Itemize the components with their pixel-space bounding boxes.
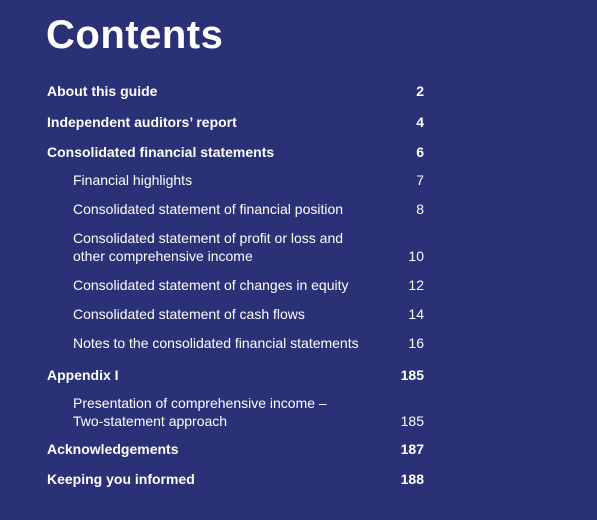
toc-entry-label: Appendix I — [47, 367, 119, 383]
toc-entry-page: 185 — [400, 367, 424, 383]
toc-entry-page: 185 — [400, 413, 424, 429]
toc-entry-consolidated-financial-statements[interactable] — [47, 143, 424, 161]
toc-entry-label: Consolidated statement of cash flows — [73, 306, 305, 322]
toc-entry-page: 187 — [400, 441, 424, 457]
toc-entry-label: Presentation of comprehensive income – Two-statement approach — [73, 395, 327, 429]
toc-entry-page: 188 — [400, 471, 424, 487]
toc-entry-financial-highlights[interactable] — [73, 171, 424, 189]
toc-entry-label: About this guide — [47, 83, 158, 99]
toc-entry-statement-of-profit-or-loss[interactable] — [73, 229, 424, 265]
toc-entry-about-this-guide[interactable] — [47, 82, 424, 100]
toc-entry-independent-auditors-report[interactable] — [47, 113, 424, 131]
toc-entry-statement-of-financial-position[interactable] — [73, 200, 424, 218]
toc-entry-appendix-i[interactable] — [47, 366, 424, 384]
toc-entry-statement-of-cash-flows[interactable] — [73, 305, 424, 323]
toc-entry-page: 2 — [416, 83, 424, 99]
toc-entry-page: 7 — [416, 172, 424, 188]
toc-entry-page: 14 — [408, 306, 424, 322]
toc-entry-acknowledgements[interactable] — [47, 440, 424, 458]
toc-entry-label: Consolidated financial statements — [47, 144, 275, 160]
toc-entry-label: Consolidated statement of changes in equity — [73, 277, 349, 293]
toc-entry-page: 4 — [416, 114, 424, 130]
toc-entry-label: Consolidated statement of profit or loss and other comprehensive income — [73, 230, 344, 264]
toc-entry-label: Consolidated statement of financial position — [73, 201, 344, 217]
toc-entry-page: 8 — [416, 201, 424, 217]
toc-entry-label: Keeping you informed — [47, 471, 195, 487]
toc-entry-label: Notes to the consolidated financial statements — [73, 335, 359, 351]
toc-entry-presentation-of-comprehensive-income[interactable] — [73, 394, 424, 430]
toc-entry-page: 10 — [408, 248, 424, 264]
toc-entry-notes[interactable] — [73, 334, 424, 352]
toc-entry-keeping-you-informed[interactable] — [47, 470, 424, 488]
toc-entry-label: Financial highlights — [73, 172, 193, 188]
toc-entry-label: Independent auditors’ report — [47, 114, 237, 130]
toc-entry-page: 16 — [408, 335, 424, 351]
toc-entry-statement-of-changes-in-equity[interactable] — [73, 276, 424, 294]
toc-entry-page: 12 — [408, 277, 424, 293]
toc-entry-label: Acknowledgements — [47, 441, 179, 457]
page-title: Contents — [46, 13, 224, 57]
toc-entry-page: 6 — [416, 144, 424, 160]
